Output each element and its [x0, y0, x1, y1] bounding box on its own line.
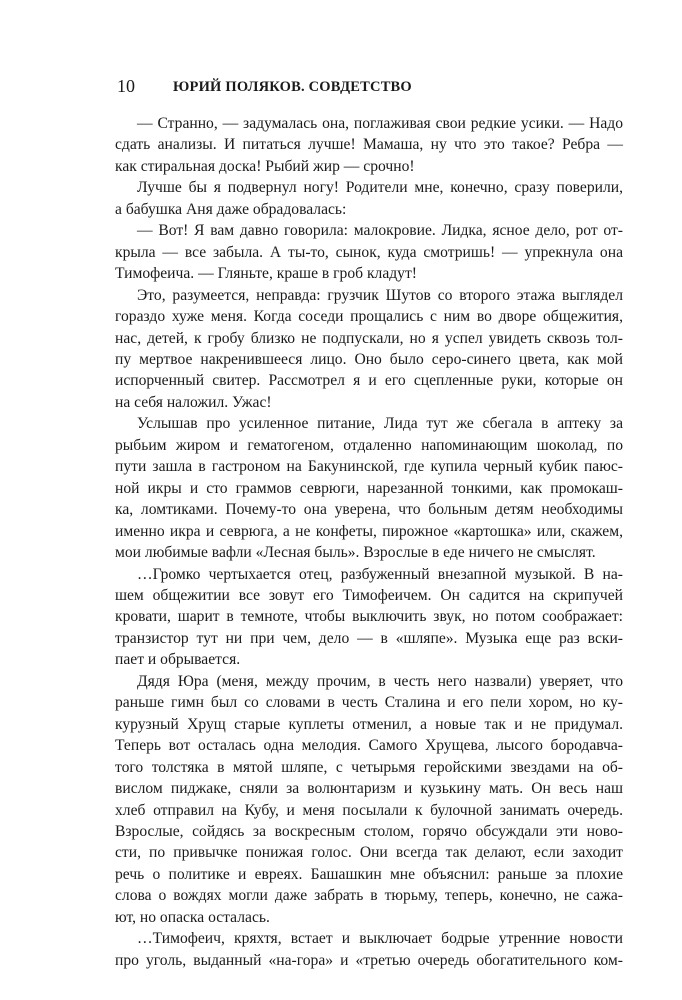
text-line: речь о политике и евреях. Башашкин мне объяснил: раньше за плохие [115, 865, 623, 883]
text-line: ка, ломтиками. Почему-то она уверена, что больным детям необходимы [115, 501, 623, 519]
text-line: слова о вождях могли даже забрать в тюрьму, теперь, конечно, не сажа- [115, 887, 623, 905]
text-line: раньше гимн был со словами в честь Сталина и его пели хором, но ку- [115, 694, 623, 712]
text-line: гораздо хуже меня. Когда соседи прощались с ним во дворе общежития, [115, 308, 623, 326]
text-line: Взрослые, сойдясь за воскресным столом, горячо обсуждали эти ново- [115, 822, 623, 840]
running-head [115, 75, 623, 97]
text-line: кровати, шарит в темноте, чтобы выключить звук, но потом соображает: [115, 608, 623, 626]
text-line: …Тимофеич, кряхтя, встает и выключает бодрые утренние новости [137, 930, 623, 948]
text-line: как стиральная доска! Рыбий жир — срочно! [115, 157, 415, 175]
text-line: пути зашла в гастроном на Бакунинской, где купила черный кубик паюс- [115, 458, 623, 476]
book-page [115, 0, 623, 1000]
text-line: Тимофеича. — Гляньте, краше в гроб кладут! [115, 265, 417, 283]
text-line: Услышав про усиленное питание, Лида тут же сбегала в аптеку за [137, 415, 623, 433]
text-line: транзистор тут ни при чем, дело — в «шляпе». Музыка еще раз вски- [115, 629, 623, 647]
text-line: испорченный свитер. Рассмотрел я и его сцепленные руки, которые он [115, 372, 623, 390]
text-line: крыла — все забыла. А ты-то, сынок, куда смотришь! — упрекнула она [115, 243, 623, 261]
paragraph [115, 220, 623, 284]
body-text [115, 113, 623, 971]
text-line: курузный Хрущ старые куплеты отменил, а новые так и не придумал. [115, 715, 623, 733]
text-line: пу мертвое накренившееся лицо. Оно было серо-синего цвета, как мой [115, 350, 623, 368]
text-line: мои любимые вафли «Лесная быль». Взрослые в еде ничего не смыслят. [115, 544, 596, 562]
text-line: вислом пиджаке, сняли за волюнтаризм и кузькину мать. Он весь наш [115, 780, 623, 798]
text-line: — Вот! Я вам давно говорила: малокровие. Лидка, ясное дело, рот от- [137, 222, 623, 240]
paragraph [115, 564, 623, 671]
paragraph [115, 177, 623, 220]
text-line: именно икра и севрюга, а не конфеты, пирожное «картошка» или, скажем, [115, 522, 623, 540]
text-line: на себя наложил. Ужас! [115, 393, 272, 411]
text-line: Дядя Юра (меня, между прочим, в честь него назвали) уверяет, что [137, 672, 623, 690]
text-line: Теперь вот осталась одна мелодия. Самого Хрущева, лысого бородавча- [115, 737, 623, 755]
text-line: ют, но опаска осталась. [115, 908, 270, 926]
text-line: хлеб отправил на Кубу, и меня посылали к булочной занимать очередь. [115, 801, 623, 819]
text-line: …Громко чертыхается отец, разбуженный внезапной музыкой. В на- [137, 565, 623, 583]
paragraph [115, 671, 623, 928]
text-line: сти, по привычке понижая голос. Они всегда так делают, если заходит [115, 844, 623, 862]
text-line: рыбьим жиром и гематогеном, отдаленно напоминающим шоколад, по [115, 436, 623, 454]
paragraph [115, 928, 623, 971]
text-line: того толстяка в мятой шляпе, с четырьмя геройскими звездами на об- [115, 758, 623, 776]
text-line: про уголь, выданный «на-гора» и «третью очередь обогатительного ком- [115, 951, 623, 969]
text-line: сдать анализы. И питаться лучше! Мамаша, ну что это такое? Ребра — [115, 136, 623, 154]
text-line: а бабушка Аня даже обрадовалась: [115, 200, 347, 218]
text-line: Лучше бы я подвернул ногу! Родители мне, конечно, сразу поверили, [137, 179, 623, 197]
text-line: пает и обрывается. [115, 651, 241, 669]
paragraph [115, 285, 623, 414]
text-line: ной икры и сто граммов севрюги, нарезанной тонкими, как промокаш- [115, 479, 623, 497]
text-line: Это, разумеется, неправда: грузчик Шутов со второго этажа выглядел [137, 286, 623, 304]
page-number: 10 [117, 76, 135, 96]
paragraph [115, 113, 623, 177]
text-line: нас, детей, к гробу близко не подпускали, но я успел увидеть сквозь тол- [115, 329, 623, 347]
book-title: ЮРИЙ ПОЛЯКОВ. СОВДЕТСТВО [173, 79, 412, 95]
text-line: — Странно, — задумалась она, поглаживая свои редкие усики. — Надо [137, 115, 623, 132]
text-line: шем общежитии все зовут его Тимофеичем. Он садится на скрипучей [115, 586, 623, 604]
paragraph [115, 413, 623, 563]
